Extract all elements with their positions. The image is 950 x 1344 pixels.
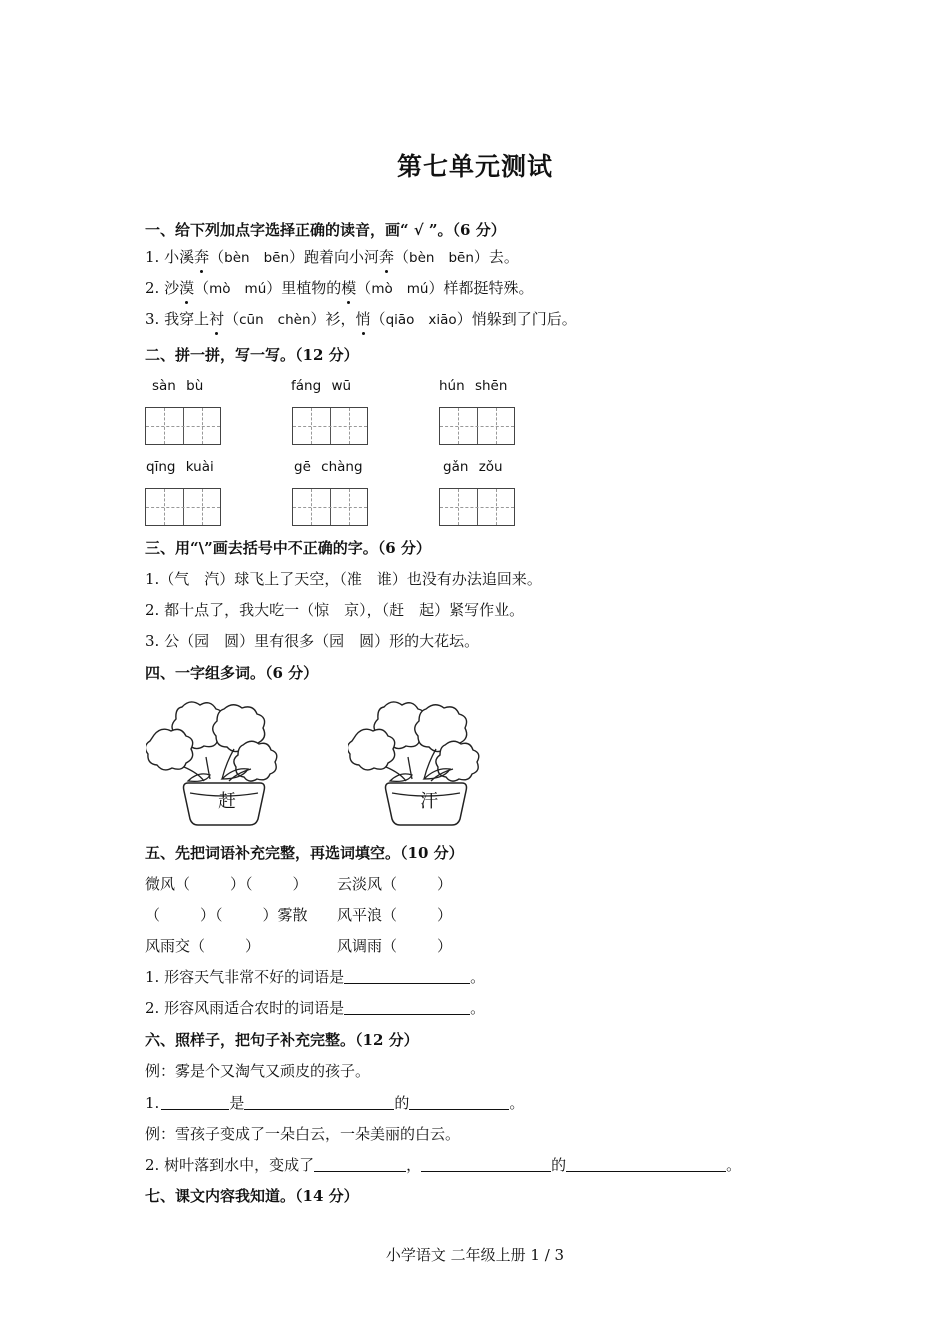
example-sentence: 例：雪孩子变成了一朵白云，一朵美丽的白云。 — [145, 1125, 461, 1143]
s1-question-1: 1. 小溪奔（bèn bēn）跑着向小河奔（bèn bēn）去。 — [145, 248, 519, 266]
page-title: 第七单元测试 — [396, 152, 553, 181]
answer-blank[interactable] — [566, 1157, 726, 1172]
section-1-heading: 一、给下列加点字选择正确的读音，画“ √ ”。（6 分） — [145, 221, 506, 239]
s1-question-2: 2. 沙漠（mò mú）里植物的模（mò mú）样都挺特殊。 — [145, 279, 534, 297]
writing-grid[interactable] — [145, 407, 221, 445]
answer-blank[interactable] — [344, 1000, 470, 1015]
writing-grid[interactable] — [292, 488, 368, 526]
s1-question-3: 3. 我穿上衬（cūn chèn）衫，悄（qiāo xiāo）悄躲到了门后。 — [145, 310, 577, 328]
writing-grid[interactable] — [439, 407, 515, 445]
idiom-item: （ ）（ ）雾散 — [145, 906, 308, 924]
answer-blank[interactable] — [244, 1095, 394, 1110]
idiom-item: 风平浪（ ） — [337, 906, 453, 924]
pot-character: 汗 — [420, 791, 438, 812]
answer-blank[interactable] — [314, 1157, 406, 1172]
pinyin-label: qīng kuài — [146, 459, 214, 475]
pinyin-label: fáng wū — [291, 378, 352, 394]
pot-character: 赶 — [218, 791, 236, 812]
s5-question-2: 2. 形容风雨适合农时的词语是 。 — [145, 999, 486, 1017]
pinyin-label: sàn bù — [152, 378, 204, 394]
answer-blank[interactable] — [409, 1095, 509, 1110]
answer-blank[interactable] — [421, 1157, 551, 1172]
s6-question-1: 1. 是 的 。 — [145, 1094, 525, 1112]
section-6-heading: 六、照样子，把句子补充完整。（12 分） — [145, 1031, 419, 1049]
idiom-item: 风雨交（ ） — [145, 937, 261, 955]
pinyin-label: hún shēn — [439, 378, 508, 394]
section-4-heading: 四、一字组多词。（6 分） — [145, 664, 319, 682]
s6-question-2: 2. 树叶落到水中，变成了 ， 的 。 — [145, 1156, 742, 1174]
example-sentence: 例：雾是个又淘气又顽皮的孩子。 — [145, 1062, 371, 1080]
s5-question-1: 1. 形容天气非常不好的词语是 。 — [145, 968, 486, 986]
answer-blank[interactable] — [344, 969, 470, 984]
page-footer: 小学语文 二年级上册 1 / 3 — [385, 1246, 565, 1264]
idiom-item: 云淡风（ ） — [337, 875, 453, 893]
section-7-heading: 七、课文内容我知道。（14 分） — [145, 1187, 359, 1205]
writing-grid[interactable] — [439, 488, 515, 526]
s3-question-1: 1.（气 汽）球飞上了天空，（准 谁）也没有办法追回来。 — [145, 570, 542, 588]
section-3-heading: 三、用“\”画去括号中不正确的字。（6 分） — [145, 539, 431, 557]
idiom-item: 微风（ ）（ ） — [145, 875, 308, 893]
writing-grid[interactable] — [292, 407, 368, 445]
s3-question-3: 3. 公（园 圆）里有很多（园 圆）形的大花坛。 — [145, 632, 480, 650]
s3-question-2: 2. 都十点了，我大吃一（惊 京），（赶 起）紧写作业。 — [145, 601, 525, 619]
pinyin-label: gǎn zǒu — [443, 459, 503, 475]
writing-grid[interactable] — [145, 488, 221, 526]
answer-blank[interactable] — [161, 1095, 229, 1110]
idiom-item: 风调雨（ ） — [337, 937, 453, 955]
section-5-heading: 五、先把词语补充完整，再选词填空。（10 分） — [145, 844, 464, 862]
pinyin-label: gē chàng — [294, 459, 363, 475]
section-2-heading: 二、拼一拼，写一写。（12 分） — [145, 346, 359, 364]
